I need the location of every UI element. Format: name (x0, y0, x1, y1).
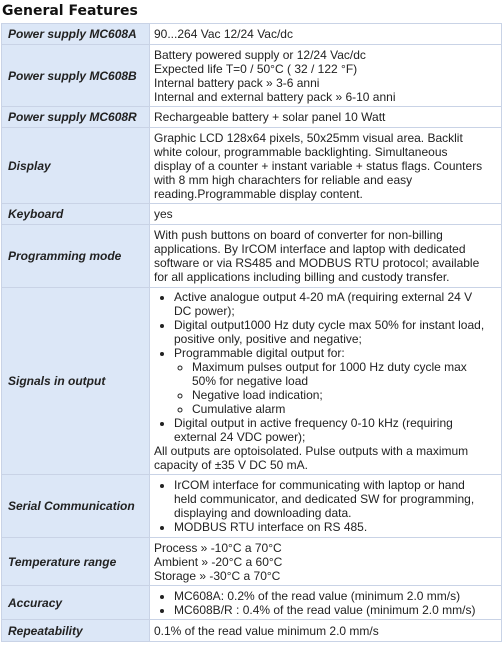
table-row (2, 586, 502, 620)
value-line: ◦ Cumulative alarm (192, 402, 286, 416)
page-title: General Features (2, 3, 138, 19)
value-line: • Digital output1000 Hz duty cycle max 50% for instant load, (174, 318, 485, 332)
list-item (174, 589, 497, 603)
row-label: Programming mode (2, 225, 150, 288)
row-value (150, 475, 502, 538)
table-row (2, 225, 502, 288)
list-item (192, 360, 497, 388)
table-row (2, 204, 502, 225)
value-line: applications. By IrCOM interface and laptop with dedicated (154, 242, 466, 256)
value-line: Expected life T=0 / 50°C ( 32 / 122 °F) (154, 61, 358, 76)
bullet-list (154, 290, 497, 444)
row-value (150, 204, 502, 225)
list-item (174, 318, 497, 346)
row-label: Serial Communication (2, 475, 150, 538)
table-row (2, 107, 502, 128)
value-line: with 8 mm high charachters for reliable and easy (154, 172, 413, 187)
value-line: 0.1% of the read value minimum 2.0 mm/s (154, 623, 379, 638)
row-label: Power supply MC608A (2, 24, 150, 45)
table-row (2, 475, 502, 538)
row-value (150, 45, 502, 107)
row-label: Power supply MC608R (2, 107, 150, 128)
value-line: Storage » -30°C a 70°C (154, 568, 281, 583)
sub-bullet-list (174, 360, 497, 416)
row-value (150, 225, 502, 288)
bullet-list (154, 589, 497, 617)
row-label: Display (2, 128, 150, 204)
row-value (150, 24, 502, 45)
value-line: Rechargeable battery + solar panel 10 Watt (154, 110, 386, 124)
table-row (2, 24, 502, 45)
table-row (2, 620, 502, 642)
row-label: Power supply MC608B (2, 45, 150, 107)
list-item (174, 603, 497, 617)
value-line: reading.Programmable display content. (154, 186, 363, 201)
value-line: Ambient » -20°C a 60°C (154, 554, 283, 569)
row-label: Signals in output (2, 288, 150, 475)
row-value (150, 288, 502, 475)
value-line: DC power); (174, 304, 235, 318)
row-value (150, 538, 502, 586)
list-item (192, 388, 497, 402)
table-row (2, 128, 502, 204)
list-item (174, 520, 497, 534)
value-line: • Active analogue output 4-20 mA (requiring external 24 V (174, 290, 473, 304)
table-row (2, 538, 502, 586)
value-line: • MC608A: 0.2% of the read value (minimum 2.0 mm/s) (174, 588, 461, 603)
value-line: ◦ Maximum pulses output for 1000 Hz duty cycle max (192, 360, 467, 374)
features-table (1, 23, 502, 642)
value-line: • IrCOM interface for communicating with laptop or hand (174, 478, 465, 492)
list-item (174, 290, 497, 318)
value-line: Internal battery pack » 3-6 anni (154, 75, 320, 90)
value-line: • Programmable digital output for: (174, 346, 345, 360)
value-line: capacity of ±35 V DC 50 mA. (154, 458, 308, 472)
list-item (174, 478, 497, 520)
row-value (150, 620, 502, 642)
list-item (192, 402, 497, 416)
value-line: 90...264 Vac 12/24 Vac/dc (154, 27, 293, 41)
value-line: held communicator, and dedicated SW for programming, (174, 492, 475, 506)
table-row (2, 288, 502, 475)
value-line: white colour, programmable backlighting. Simultaneous (154, 144, 448, 159)
table-row (2, 45, 502, 107)
value-line: Battery powered supply or 12/24 Vac/dc (154, 47, 366, 62)
list-item (174, 346, 497, 416)
value-line: display of a counter + instant variable + status flags. Counters (154, 158, 483, 173)
value-line: for all applications including billing and custody transfer. (154, 270, 450, 284)
value-line: ◦ Negative load indication; (192, 388, 323, 402)
row-value (150, 107, 502, 128)
value-line: Process » -10°C a 70°C (154, 540, 282, 555)
value-line: external 24 VDC power); (174, 430, 306, 444)
value-line: • MODBUS RTU interface on RS 485. (174, 520, 368, 534)
value-line: 50% for negative load (192, 374, 309, 388)
row-value (150, 128, 502, 204)
value-line: • Digital output in active frequency 0-10 kHz (requiring (174, 416, 453, 430)
list-item (174, 416, 497, 444)
value-line: All outputs are optoisolated. Pulse outputs with a maximum (154, 444, 469, 458)
value-line: • MC608B/R : 0.4% of the read value (minimum 2.0 mm/s) (174, 602, 476, 617)
row-label: Temperature range (2, 538, 150, 586)
row-label: Accuracy (2, 586, 150, 620)
value-line: Internal and external battery pack » 6-10 anni (154, 89, 396, 104)
value-line: positive only, positive and negative; (174, 332, 362, 346)
value-line: yes (154, 207, 173, 221)
row-label: Keyboard (2, 204, 150, 225)
row-label: Repeatability (2, 620, 150, 642)
value-line: displaying and downloading data. (174, 506, 352, 520)
value-line: With push buttons on board of converter for non-billing (154, 228, 443, 242)
bullet-list (154, 478, 497, 534)
row-value (150, 586, 502, 620)
value-line: Graphic LCD 128x64 pixels, 50x25mm visual area. Backlit (154, 130, 463, 145)
value-line: software or via RS485 and MODBUS RTU protocol; available (154, 256, 480, 270)
